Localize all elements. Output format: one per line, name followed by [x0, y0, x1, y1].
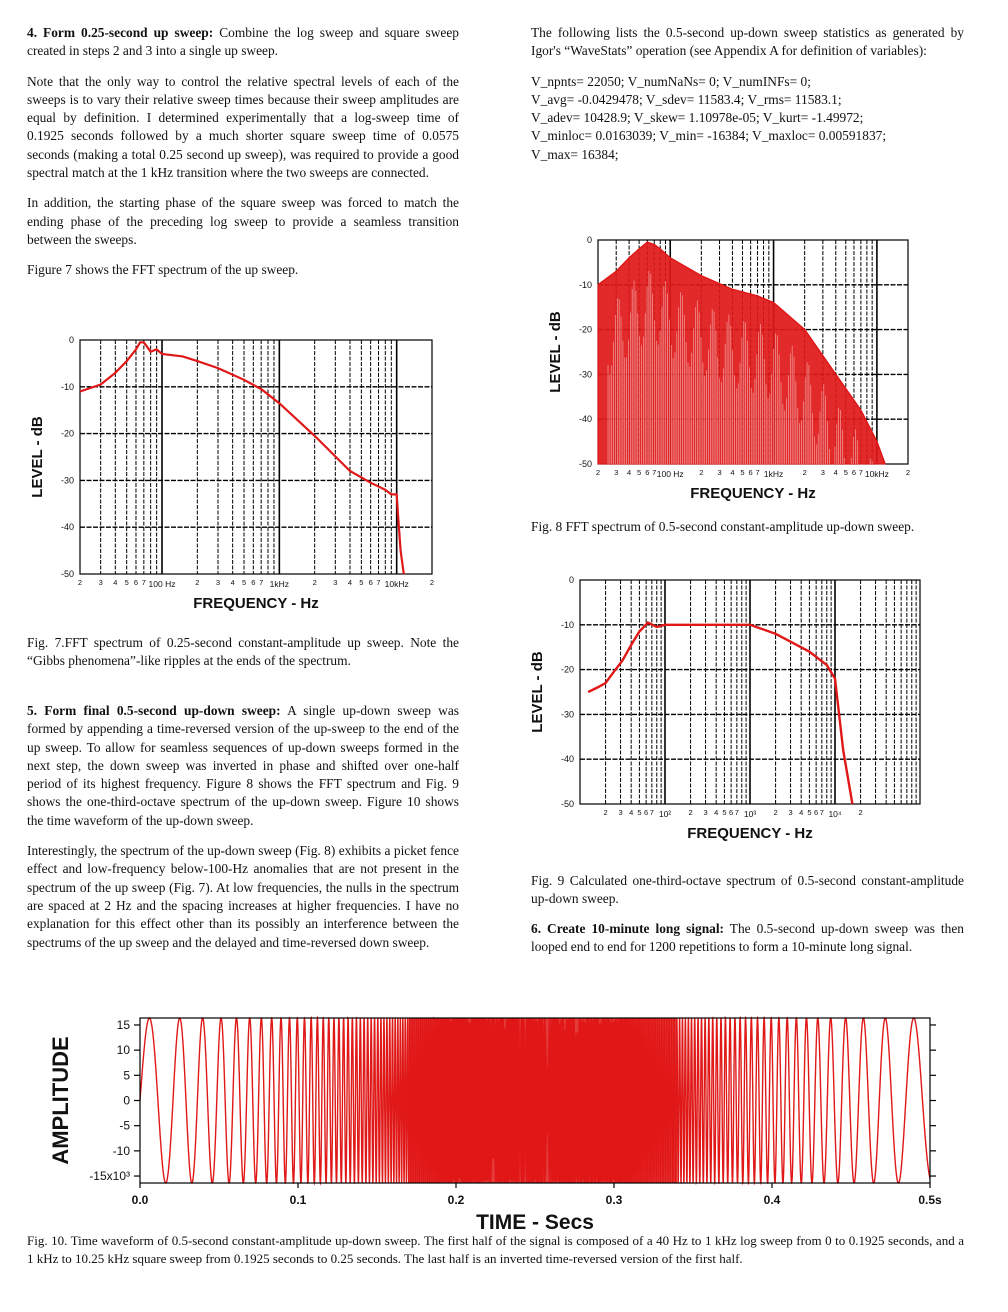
fig10-caption: Fig. 10. Time waveform of 0.5-second constant-amplitude up-down sweep. The first half of the signal is composed of a 40 Hz to 1 kHz log sweep from 0 to 0.1925 seconds, and a 1 kHz to 10.25 kHz square sweep from 0.1925 seconds to 0.25 seconds. The last half is an inverted time-reversed version of the first half. [27, 1233, 964, 1266]
x-tick-label: 10kHz [864, 469, 889, 479]
waveform-dense-band [409, 1018, 678, 1183]
y-tick-label: 0 [123, 1093, 130, 1108]
x-tick-label: 7 [755, 468, 760, 477]
x-tick-label: 1kHz [269, 579, 290, 589]
y-tick-label: -40 [560, 754, 574, 765]
left-column-lower [27, 702, 459, 964]
x-tick-label: 2 [688, 808, 693, 817]
x-tick-label: 2 [905, 468, 911, 477]
y-tick-label: -50 [60, 569, 74, 579]
section-5-paragraph: 5. Form final 0.5-second up-down sweep: A single up-down sweep was formed by appending a time-reversed version of the up-sweep to the end of the up sweep. To allow for seamless sequences of up-down sweeps formed in the next step, the down sweep was inverted in phase and shifted over one-half period of its highest frequency. Figure 8 shows the FFT spectrum and Fig. 9 shows the one-third-octave spectrum of the up-down sweep. Figure 10 shows the time waveform of the up-down sweep. [27, 703, 459, 828]
x-tick-label: 6 [133, 578, 139, 587]
x-tick-label: 0.0 [131, 1193, 149, 1207]
x-tick-label: 5 [124, 578, 129, 587]
x-tick-label: 6 [368, 578, 373, 587]
section-4-paragraph: 4. Form 0.25-second up sweep: Combine the log sweep and square sweep created in steps 2 and 3 into a single up sweep. [27, 25, 459, 59]
x-tick-label: 3 [717, 468, 722, 477]
x-tick-label: 3 [703, 808, 708, 817]
fig7-chart [20, 330, 450, 620]
x-tick-label: 4 [113, 578, 118, 587]
fig8-caption: Fig. 8 FFT spectrum of 0.5-second constant-amplitude up-down sweep. [531, 519, 915, 534]
x-tick-label: 4 [627, 468, 632, 477]
y-tick-label: -30 [60, 475, 74, 486]
y-tick-label: -10 [60, 381, 74, 392]
y-axis-label: LEVEL - dB [529, 651, 546, 733]
x-tick-label: 7 [141, 578, 146, 587]
levels-paragraph: Note that the only way to control the relative spectral levels of each of the sweeps is to vary their relative sweep times because their sweep amplitudes are equal by definition. I determined experimentally that a log-sweep time of 0.1925 seconds followed by a much shorter square sweep time of 0.0575 seconds (making a total 0.25 second up sweep), was required to provide a good spectral match at the 1 kHz transition where the two sweeps are connected. [27, 73, 459, 181]
x-tick-label: 10kHz [384, 579, 409, 589]
x-tick-label: 0.3 [605, 1193, 623, 1207]
x-axis-label: FREQUENCY - Hz [687, 825, 813, 842]
y-tick-label: 10 [116, 1043, 130, 1058]
fig10-chart [20, 1010, 980, 1235]
x-tick-label: 4 [833, 468, 838, 477]
section-6-heading: 6. Create 10-minute long signal: [531, 921, 725, 936]
y-axis-label: LEVEL - dB [29, 416, 46, 498]
x-tick-label: 7 [734, 808, 739, 817]
stats-line: V_max= 16384; [531, 146, 619, 162]
y-tick-label: -30 [578, 369, 592, 380]
section-5-heading: 5. Form final 0.5-second up-down sweep: [27, 703, 281, 718]
y-axis-label: LEVEL - dB [547, 311, 564, 393]
x-tick-label: 4 [714, 808, 719, 817]
x-tick-label: 0.4 [763, 1193, 781, 1207]
x-tick-label: 7 [858, 468, 863, 477]
x-tick-label: 2 [77, 578, 83, 587]
x-tick-label: 2 [773, 808, 778, 817]
y-tick-label: -40 [60, 522, 74, 533]
x-tick-label: 6 [251, 578, 256, 587]
phase-paragraph: In addition, the starting phase of the square sweep was forced to match the ending phase of the preceding log sweep to provide a seamless transition between the sweeps. [27, 195, 459, 247]
x-tick-label: 2 [802, 468, 807, 477]
y-tick-label: -20 [60, 428, 74, 439]
y-axis-label: AMPLITUDE [48, 1036, 73, 1165]
y-tick-label: -30 [560, 709, 574, 720]
x-tick-label: 6 [645, 468, 650, 477]
x-tick-label: 10³ [743, 809, 757, 819]
x-tick-label: 10² [658, 809, 672, 819]
x-tick-label: 1kHz [763, 469, 784, 479]
x-tick-label: 3 [333, 578, 338, 587]
x-tick-label: 7 [649, 808, 654, 817]
x-tick-label: 3 [788, 808, 793, 817]
stats-line: V_npnts= 22050; V_numNaNs= 0; V_numINFs= 0; [531, 73, 811, 89]
x-tick-label: 6 [644, 808, 649, 817]
x-tick-label: 6 [748, 468, 753, 477]
stats-intro-paragraph: The following lists the 0.5-second up-down sweep statistics as generated by Igor's “WaveStats” operation (see Appendix A for definition of variables): [531, 25, 964, 59]
x-tick-label: 6 [851, 468, 857, 477]
y-tick-label: -10 [560, 619, 574, 630]
stats-block [531, 73, 964, 164]
y-tick-label: -5 [119, 1118, 130, 1133]
y-tick-label: -40 [578, 414, 592, 425]
x-tick-label: 2 [699, 468, 704, 477]
x-tick-label: 0.1 [289, 1193, 307, 1207]
x-tick-label: 0.5s [918, 1193, 942, 1207]
x-tick-label: 2 [195, 578, 200, 587]
spectrum-line [80, 342, 404, 574]
x-tick-label: 3 [98, 578, 103, 587]
stats-line: V_minloc= 0.0163039; V_min= -16384; V_maxloc= 0.00591837; [531, 128, 887, 144]
x-tick-label: 5 [843, 468, 848, 477]
x-tick-label: 2 [595, 468, 601, 477]
y-tick-label: -50 [560, 799, 574, 809]
y-tick-label: 0 [68, 335, 74, 345]
x-tick-label: 2 [312, 578, 317, 587]
x-axis-label: FREQUENCY - Hz [690, 485, 816, 502]
x-axis-label: TIME - Secs [476, 1211, 594, 1234]
x-tick-label: 2 [603, 808, 608, 817]
stats-line: V_avg= -0.0429478; V_sdev= 11583.4; V_rms= 11583.1; [531, 91, 842, 107]
x-tick-label: 2 [858, 808, 863, 817]
right-column-lower [531, 920, 964, 969]
x-axis-label: FREQUENCY - Hz [193, 595, 319, 612]
section-6-paragraph: 6. Create 10-minute long signal: The 0.5-second up-down sweep was then looped end to end for 1200 repetitions to form a 10-minute long signal. [531, 921, 964, 955]
x-tick-label: 4 [730, 468, 735, 477]
y-tick-label: -20 [560, 664, 574, 675]
section-4-heading: 4. Form 0.25-second up sweep: [27, 25, 214, 40]
plot-frame [80, 340, 432, 574]
x-tick-label: 5 [740, 468, 745, 477]
fig9-svg [529, 570, 970, 860]
x-tick-label: 4 [230, 578, 235, 587]
x-tick-label: 3 [820, 468, 825, 477]
x-tick-label: 100 Hz [656, 469, 684, 479]
stats-line: V_adev= 10428.9; V_skew= 1.10978e-05; V_kurt= -1.49972; [531, 110, 864, 126]
x-tick-label: 5 [807, 808, 812, 817]
x-tick-label: 7 [376, 578, 381, 587]
picket-fence-paragraph: Interestingly, the spectrum of the up-down sweep (Fig. 8) exhibits a picket fence effect and low-frequency below-100-Hz anomalies that are not present in the spectrum of the up sweep (Fig. 7). At low frequencies, the nulls in the spectrum are spaced at 2 Hz and the spacing increases at higher frequencies. I have no explanation for this effect other than its possibly an interference between the spectrums of the up sweep and the delayed and time-reversed down sweep. [27, 843, 459, 950]
fig10-svg [20, 1010, 980, 1235]
y-tick-label: -50 [578, 459, 592, 469]
y-tick-label: -20 [578, 324, 592, 335]
x-tick-label: 6 [814, 808, 819, 817]
x-tick-label: 4 [799, 808, 804, 817]
x-tick-label: 7 [819, 808, 824, 817]
x-tick-label: 5 [637, 468, 642, 477]
left-column [27, 24, 459, 292]
fig9-chart [529, 570, 970, 860]
fig7-caption: Fig. 7.FFT spectrum of 0.25-second constant-amplitude up sweep. Note the “Gibbs phenomena”-like ripples at the ends of the spectrum. [27, 635, 459, 669]
x-tick-label: 6 [729, 808, 734, 817]
x-tick-label: 3 [618, 808, 623, 817]
y-tick-label: 15 [116, 1017, 130, 1032]
x-tick-label: 100 Hz [148, 579, 176, 589]
x-tick-label: 3 [614, 468, 619, 477]
y-tick-label: 0 [586, 235, 592, 245]
x-tick-label: 5 [359, 578, 364, 587]
y-tick-label: 5 [123, 1068, 130, 1083]
y-tick-label: 0 [568, 575, 574, 585]
fig7-reference-paragraph: Figure 7 shows the FFT spectrum of the up sweep. [27, 262, 299, 278]
y-tick-label: -15x10³ [89, 1169, 130, 1184]
right-column [531, 24, 964, 164]
x-tick-label: 5 [722, 808, 727, 817]
x-tick-label: 7 [259, 578, 264, 587]
fig7-svg [20, 330, 450, 620]
x-tick-label: 10⁴ [828, 809, 842, 819]
fig9-caption: Fig. 9 Calculated one-third-octave spectrum of 0.5-second constant-amplitude up-down sweep. [531, 873, 964, 907]
x-tick-label: 0.2 [447, 1193, 465, 1207]
x-tick-label: 4 [347, 578, 353, 587]
x-tick-label: 4 [629, 808, 634, 817]
third-octave-line [588, 623, 852, 804]
fig8-chart [540, 230, 970, 510]
x-tick-label: 3 [215, 578, 221, 587]
x-tick-label: 7 [652, 468, 657, 477]
fig8-svg [540, 230, 970, 510]
x-tick-label: 5 [637, 808, 642, 817]
x-tick-label: 2 [429, 578, 435, 587]
y-tick-label: -10 [112, 1143, 130, 1158]
x-tick-label: 5 [241, 578, 247, 587]
y-tick-label: -10 [578, 279, 592, 290]
